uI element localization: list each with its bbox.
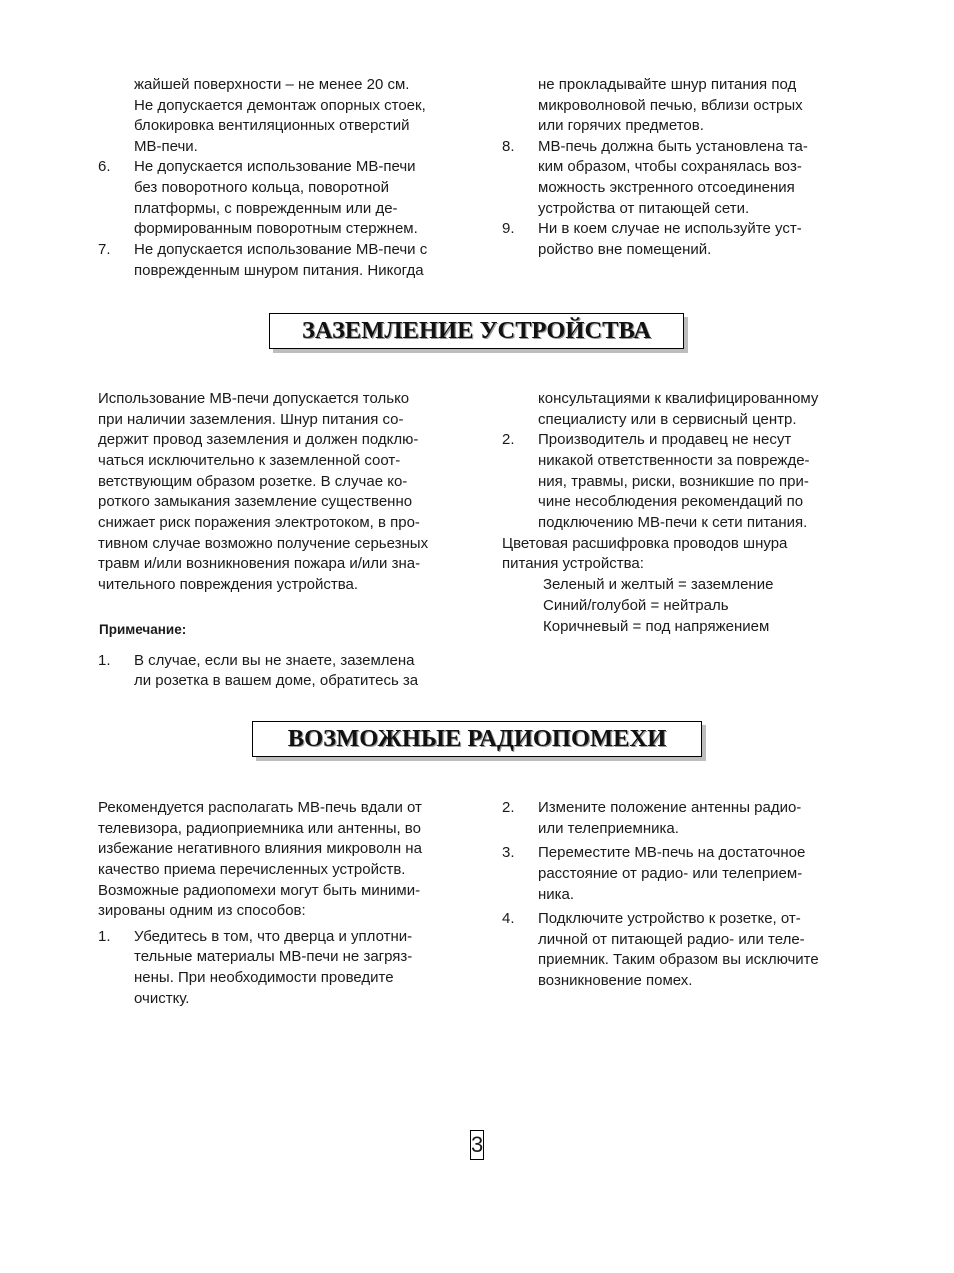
text-line: роткого замыкания заземление существенно — [98, 493, 413, 510]
text-line: чительного повреждения устройства. — [98, 576, 359, 593]
note-label: Примечание: — [99, 622, 187, 637]
text-line: платформы, с поврежденным или де- — [134, 200, 398, 217]
text-line: снижает риск поражения электротоком, в про- — [98, 514, 420, 531]
wire-color-code: Синий/голубой = нейтраль — [543, 597, 729, 614]
text-line: МВ-печь должна быть установлена та- — [538, 138, 808, 155]
list-number: 4. — [502, 910, 515, 927]
text-line: ния, травмы, риски, возникшие по при- — [538, 473, 809, 490]
text-line: подключению МВ-печи к сети питания. — [538, 514, 808, 531]
text-line: приемник. Таким образом вы исключите — [538, 951, 819, 968]
text-line: питания устройства: — [502, 555, 644, 572]
text-line: Не допускается демонтаж опорных стоек, — [134, 97, 426, 114]
text-line: поврежденным шнуром питания. Никогда — [134, 262, 424, 279]
text-line: Подключите устройство к розетке, от- — [538, 910, 801, 927]
list-number: 1. — [98, 652, 111, 669]
text-line: специалисту или в сервисный центр. — [538, 411, 797, 428]
text-line: ли розетка в вашем доме, обратитесь за — [134, 672, 419, 689]
text-line: возникновение помех. — [538, 972, 693, 989]
list-number: 2. — [502, 431, 515, 448]
text-line: блокировка вентиляционных отверстий — [134, 117, 410, 134]
text-line: чине несоблюдения рекомендаций по — [538, 493, 804, 510]
text-line: Производитель и продавец не несут — [538, 431, 792, 448]
list-number: 1. — [98, 928, 111, 945]
text-line: или горячих предметов. — [538, 117, 704, 134]
wire-color-code: Зеленый и желтый = заземление — [543, 576, 774, 593]
text-line: формированным поворотным стержнем. — [134, 220, 418, 237]
text-line: ветствующим образом розетке. В случае ко- — [98, 473, 408, 490]
text-line: никакой ответственности за поврежде- — [538, 452, 810, 469]
text-line: держит провод заземления и должен подклю- — [98, 431, 419, 448]
text-line: В случае, если вы не знаете, заземлена — [134, 652, 415, 669]
text-line: нены. При необходимости проведите — [134, 969, 394, 986]
wire-color-code: Коричневый = под напряжением — [543, 618, 770, 635]
section-heading-grounding: ЗАЗЕМЛЕНИЕ УСТРОЙСТВА — [269, 313, 684, 349]
text-line: жайшей поверхности – не менее 20 см. — [134, 76, 410, 93]
list-number: 3. — [502, 844, 515, 861]
text-line: Переместите МВ-печь на достаточное — [538, 844, 806, 861]
text-line: избежание негативного влияния микроволн на — [98, 840, 422, 857]
text-line: при наличии заземления. Шнур питания со- — [98, 411, 404, 428]
list-number: 8. — [502, 138, 515, 155]
text-line: не прокладывайте шнур питания под — [538, 76, 797, 93]
text-line: расстояние от радио- или телеприем- — [538, 865, 803, 882]
text-line: Возможные радиопомехи могут быть миними- — [98, 882, 421, 899]
text-line: зированы одним из способов: — [98, 902, 306, 919]
text-line: очистку. — [134, 990, 190, 1007]
text-line: Не допускается использование МВ-печи с — [134, 241, 428, 258]
text-line: микроволновой печью, вблизи острых — [538, 97, 803, 114]
text-line: ким образом, чтобы сохранялась воз- — [538, 158, 802, 175]
list-number: 9. — [502, 220, 515, 237]
text-line: МВ-печи. — [134, 138, 198, 155]
text-line: личной от питающей радио- или теле- — [538, 931, 805, 948]
list-number: 6. — [98, 158, 111, 175]
text-line: Использование МВ-печи допускается только — [98, 390, 410, 407]
text-line: тельные материалы МВ-печи не загряз- — [134, 948, 413, 965]
text-line: Рекомендуется располагать МВ-печь вдали от — [98, 799, 422, 816]
page-number: 3 — [470, 1130, 484, 1160]
text-line: Измените положение антенны радио- — [538, 799, 802, 816]
section-heading-radio-interference: ВОЗМОЖНЫЕ РАДИОПОМЕХИ — [252, 721, 702, 757]
text-line: чаться исключительно к заземленной соот- — [98, 452, 401, 469]
text-line: или телеприемника. — [538, 820, 679, 837]
text-line: устройства от питающей сети. — [538, 200, 750, 217]
text-line: травм и/или возникновения пожара и/или зна- — [98, 555, 421, 572]
text-line: Цветовая расшифровка проводов шнура — [502, 535, 788, 552]
text-line: без поворотного кольца, поворотной — [134, 179, 390, 196]
text-line: ройство вне помещений. — [538, 241, 712, 258]
text-line: телевизора, радиоприемника или антенны, во — [98, 820, 421, 837]
text-line: Убедитесь в том, что дверца и уплотни- — [134, 928, 413, 945]
text-line: Не допускается использование МВ-печи — [134, 158, 416, 175]
text-line: Ни в коем случае не используйте уст- — [538, 220, 802, 237]
text-line: ника. — [538, 886, 575, 903]
text-line: качество приема перечисленных устройств. — [98, 861, 406, 878]
text-line: можность экстренного отсоединения — [538, 179, 795, 196]
text-line: тивном случае возможно получение серьезных — [98, 535, 429, 552]
text-line: консультациями к квалифицированному — [538, 390, 819, 407]
list-number: 2. — [502, 799, 515, 816]
list-number: 7. — [98, 241, 111, 258]
